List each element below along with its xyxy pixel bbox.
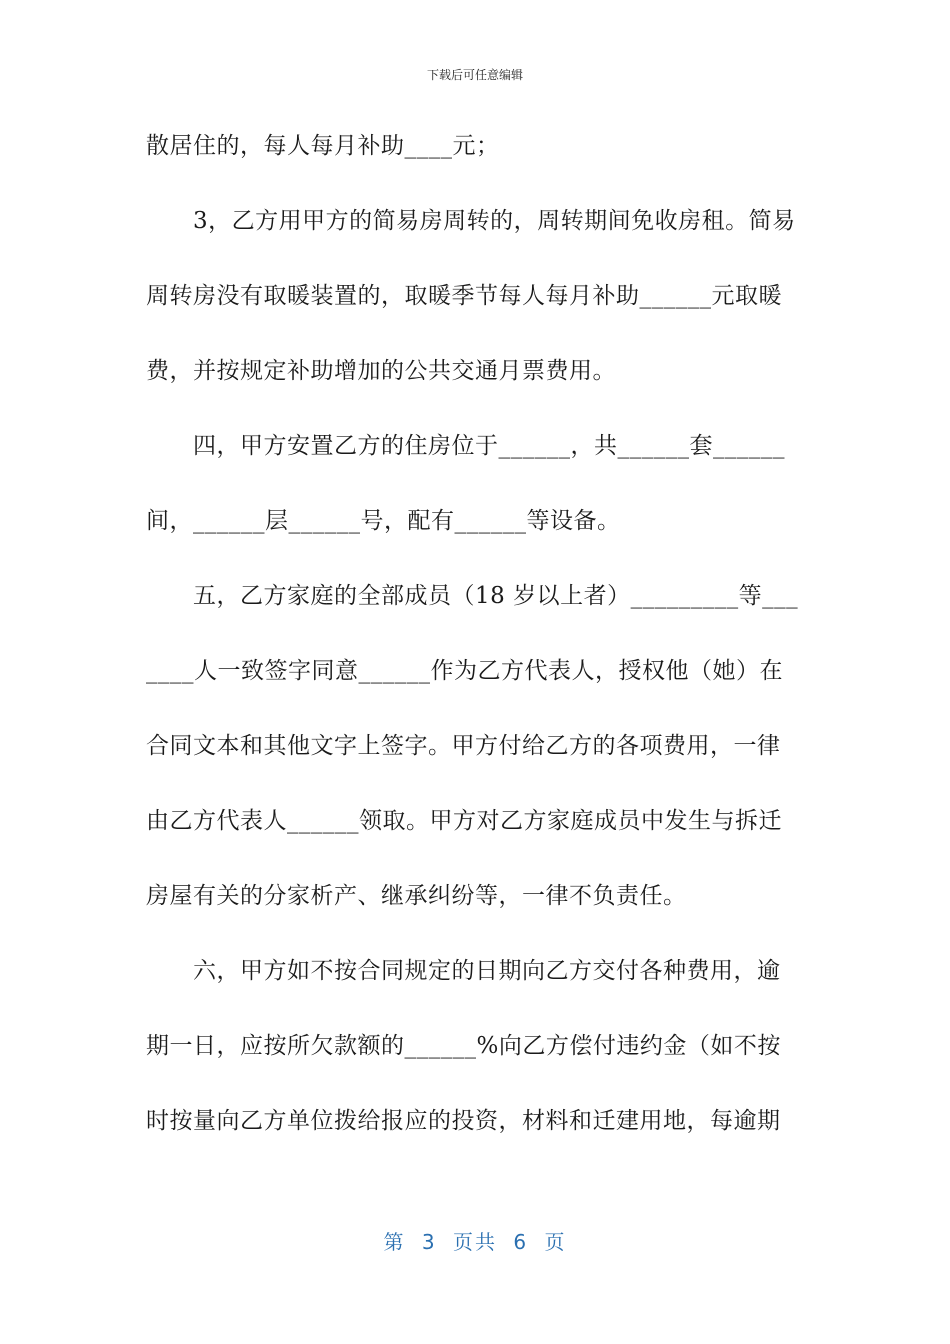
text-line: 间，______层______号，配有______等设备。: [146, 508, 621, 534]
total-pages-number: 6: [513, 1230, 529, 1254]
current-page-number: 3: [421, 1230, 437, 1254]
page-label-suffix: 页: [544, 1230, 567, 1254]
page-label-mid: 页共: [453, 1230, 497, 1254]
page-label-prefix: 第: [383, 1230, 406, 1254]
text-line: 时按量向乙方单位拨给报应的投资，材料和迁建用地，每逾期: [146, 1108, 781, 1134]
text-line: 房屋有关的分家析产、继承纠纷等，一律不负责任。: [146, 883, 687, 909]
page-header-note: 下载后可任意编辑: [426, 68, 523, 82]
text-line: 四，甲方安置乙方的住房位于______，共______套______: [146, 433, 785, 459]
text-line: 散居住的，每人每月补助____元；: [146, 133, 500, 159]
text-line: ____人一致签字同意______作为乙方代表人，授权他（她）在: [146, 658, 783, 684]
text-line: 六，甲方如不按合同规定的日期向乙方交付各种费用，逾: [146, 958, 781, 984]
text-line: 费，并按规定补助增加的公共交通月票费用。: [146, 358, 616, 384]
text-line: 周转房没有取暖装置的，取暖季节每人每月补助______元取暖: [146, 283, 782, 309]
document-body: [146, 126, 806, 1176]
text-line: 期一日，应按所欠款额的______%向乙方偿付违约金（如不按: [146, 1033, 781, 1059]
text-line: 3，乙方用甲方的简易房周转的，周转期间免收房租。简易: [146, 208, 796, 234]
text-line: 合同文本和其他文字上签字。甲方付给乙方的各项费用，一律: [146, 733, 781, 759]
text-line: 五，乙方家庭的全部成员（18 岁以上者）_________等___: [146, 583, 799, 609]
page-number-footer: [0, 1226, 950, 1255]
text-line: 由乙方代表人______领取。甲方对乙方家庭成员中发生与拆迁: [146, 808, 782, 834]
